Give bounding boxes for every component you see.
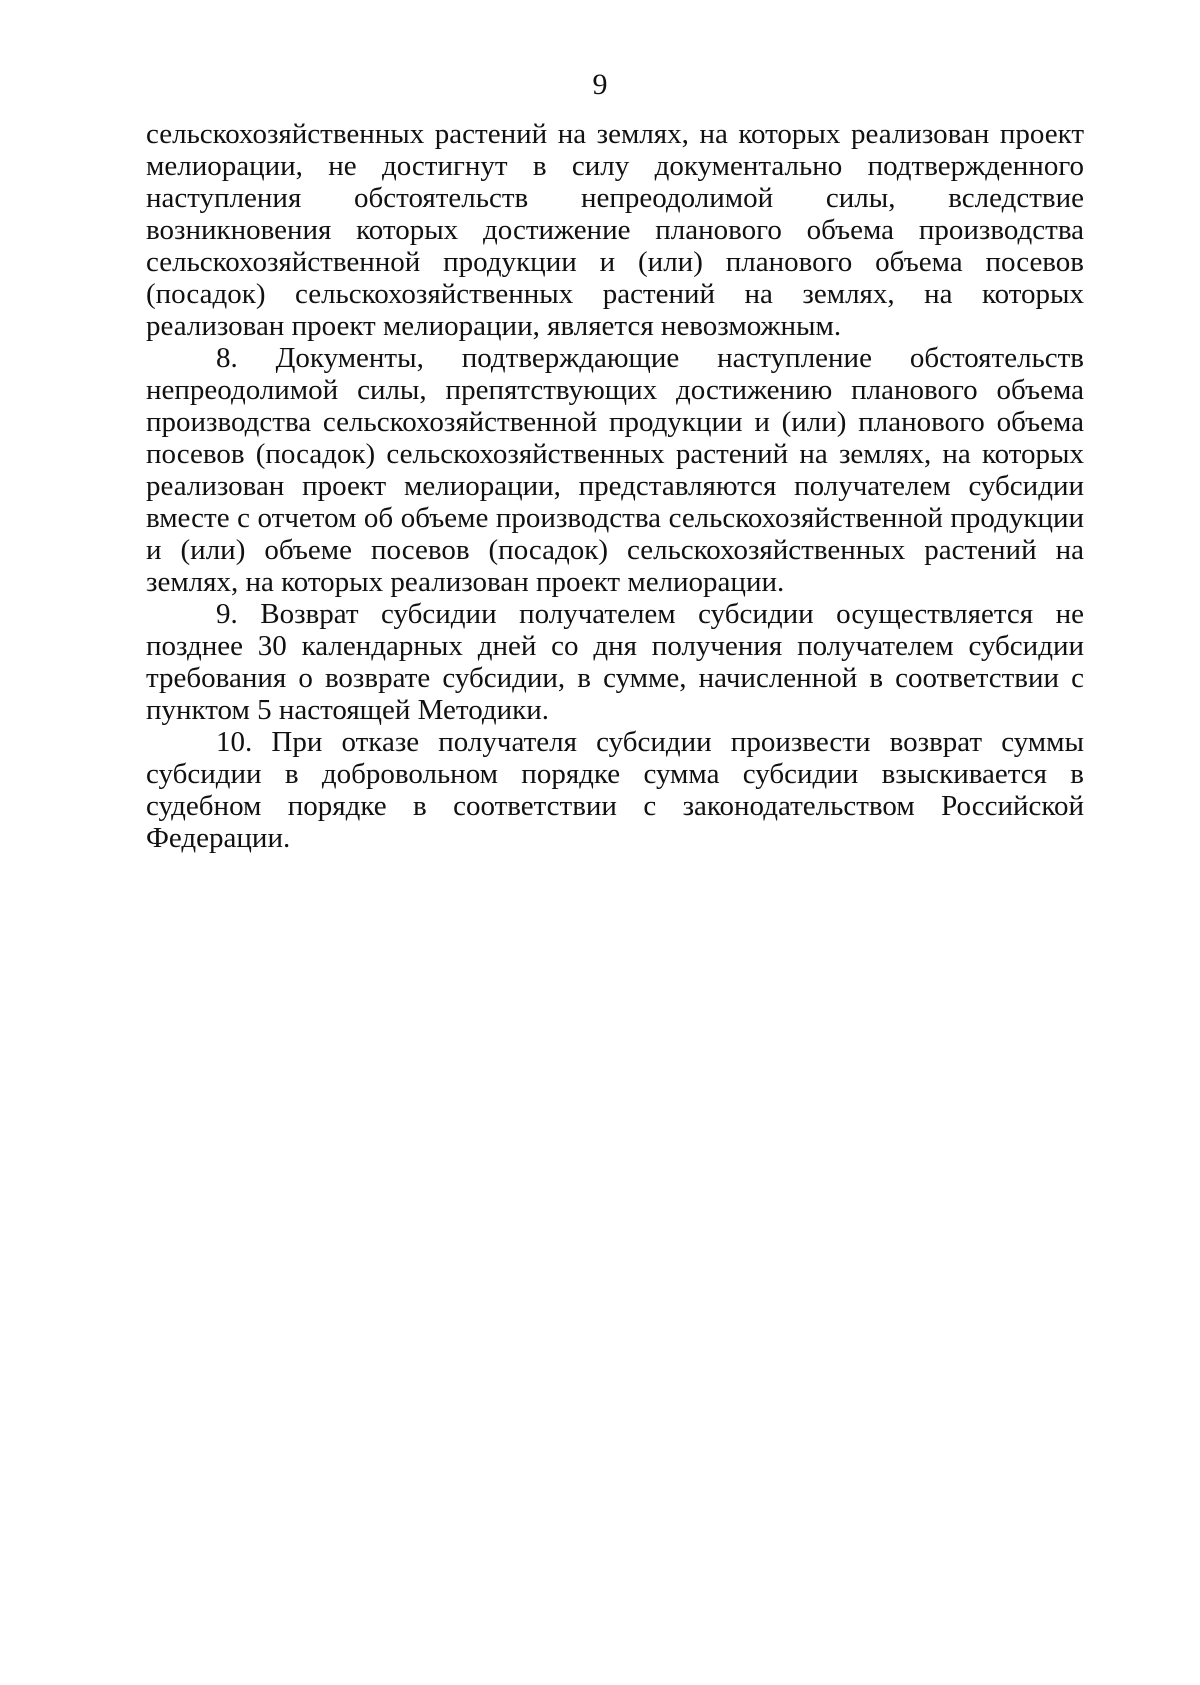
paragraph-item-9: 9. Возврат субсидии получателем субсидии осуществляется не позднее 30 календарных дней со дня получения получателем субсидии требования о возврате субсидии, в сумме, начисленной в соответствии с пунктом 5 настоящей Методики. — [146, 598, 1084, 726]
document-body — [146, 118, 1084, 854]
paragraph-item-10: 10. При отказе получателя субсидии произвести возврат суммы субсидии в добровольном порядке сумма субсидии взыскивается в судебном порядке в соответствии с законодательством Российской Федерации. — [146, 726, 1084, 854]
paragraph-continuation: сельскохозяйственных растений на землях, на которых реализован проект мелиорации, не достигнут в силу документально подтвержденного наступления обстоятельств непреодолимой силы, вследствие возникновения которых достижение планового объема производства сельскохозяйственной продукции и (или) планового объема посевов (посадок) сельскохозяйственных растений на землях, на которых реализован проект мелиорации, является невозможным. — [146, 118, 1084, 342]
page-number: 9 — [592, 68, 608, 101]
paragraph-item-8: 8. Документы, подтверждающие наступление обстоятельств непреодолимой силы, препятствующих достижению планового объема производства сельскохозяйственной продукции и (или) планового объема посевов (посадок) сельскохозяйственных растений на землях, на которых реализован проект мелиорации, представляются получателем субсидии вместе с отчетом об объеме производства сельскохозяйственной продукции и (или) объеме посевов (посадок) сельскохозяйственных растений на землях, на которых реализован проект мелиорации. — [146, 342, 1084, 598]
